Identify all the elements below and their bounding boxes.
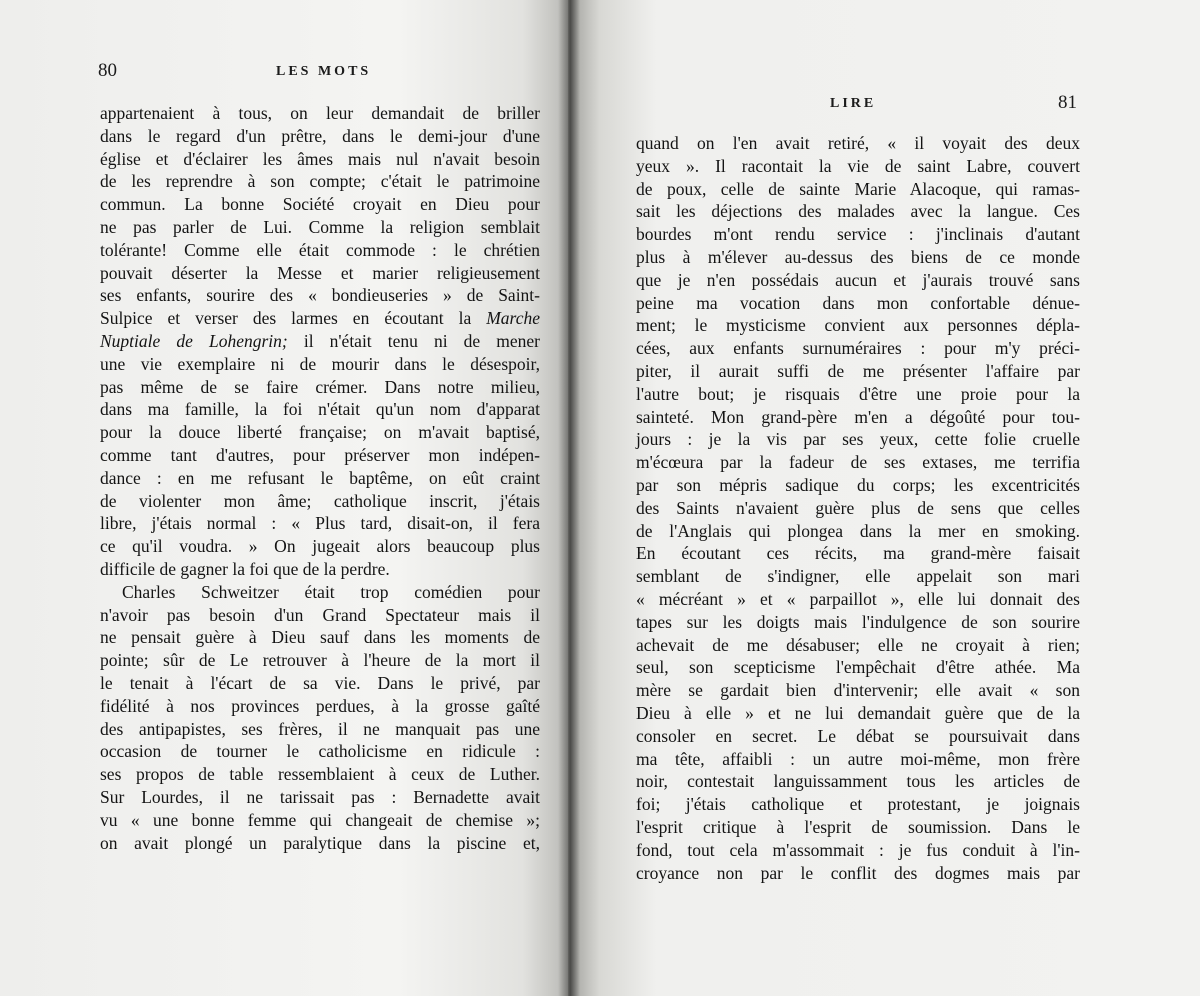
text-line [636,337,1080,360]
text-line [636,793,1080,816]
line-text: cées, aux enfants surnuméraires : pour m'y préci- [636,338,1080,359]
text-line [100,307,540,330]
left-running-head: LES MOTS [276,64,372,79]
text-line [636,360,1080,383]
text-line [100,604,540,627]
line-text: de violenter mon âme; catholique inscrit, j'étais [100,490,540,511]
text-line [636,634,1080,657]
line-text: n'avoir pas besoin d'un Grand Spectateur mais il [100,604,540,625]
line-text: Charles Schweitzer était trop comédien pour [122,581,540,602]
line-text: de l'Anglais qui plongea dans la mer en smoking. [636,520,1080,541]
text-line [636,520,1080,543]
line-text: pas même de se faire crémer. Dans notre milieu, [100,376,540,397]
line-text: l'esprit critique à l'esprit de soumission. Dans le [636,816,1080,837]
left-text-block [100,102,540,854]
line-text: tolérante! Comme elle était commode : le chrétien [100,239,540,260]
text-line [100,626,540,649]
text-line [100,330,540,353]
line-text: ma tête, affaibli : un autre moi-même, mon frère [636,748,1080,769]
line-text: comme tant d'autres, pour préserver mon indépen- [100,444,540,465]
line-text: foi; j'étais catholique et protestant, je joignais [636,794,1080,815]
line-text: occasion de tourner le catholicisme en ridicule : [100,741,540,762]
line-text: de les reprendre à son compte; c'était le patrimoine [100,171,540,192]
text-line [636,474,1080,497]
right-page [568,0,1200,996]
text-line [636,497,1080,520]
line-text: que je n'en possédais aucun et j'aurais trouvé sans [636,269,1080,290]
line-text: Dieu à elle » et ne lui demandait guère que de la [636,702,1080,723]
text-line [636,314,1080,337]
text-line [636,770,1080,793]
text-line [636,611,1080,634]
text-line [636,588,1080,611]
line-text: Sur Lourdes, il ne tarissait pas : Bernadette avait [100,786,540,807]
line-text: ses propos de table ressemblaient à ceux de Luther. [100,764,540,785]
text-line [100,262,540,285]
line-text: yeux ». Il racontait la vie de saint Labre, couvert [636,155,1080,176]
line-text: « mécréant » et « parpaillot », elle lui donnait des [636,588,1080,609]
text-line [636,839,1080,862]
line-text: mère se gardait bien d'intervenir; elle avait « son [636,680,1080,701]
line-text: achevait de me désabuser; elle ne croyait à rien; [636,634,1080,655]
text-line [100,581,540,604]
line-text: Sulpice et verser des larmes en écoutant la [100,308,472,329]
line-text: ne pensait guère à Dieu sauf dans les moments de [100,627,540,648]
text-line [636,816,1080,839]
line-text: appartenaient à tous, on leur demandait de briller [100,103,540,123]
text-line [100,353,540,376]
text-line [636,292,1080,315]
line-text: dans ma famille, la foi n'était qu'un nom d'apparat [100,399,540,420]
text-line [100,672,540,695]
text-line [636,451,1080,474]
italic-text: Nuptiale de Lohengrin; [100,330,288,351]
line-text: église et d'éclairer les âmes mais nul n'avait besoin [100,148,540,169]
line-text: il n'était tenu ni de mener [303,330,541,351]
text-line [636,178,1080,201]
right-page-number: 81 [1058,92,1077,113]
text-line [100,467,540,490]
line-text: piter, il aurait suffi de me présenter l'affaire par [636,360,1080,381]
text-line [636,132,1080,155]
line-text: bourdes m'ont rendu service : j'inclinais d'autant [636,224,1080,245]
line-text: difficile de gagner la foi que de la perdre. [100,558,390,579]
italic-text: Marche [486,308,540,329]
line-text: des Saints n'avaient guère plus de sens que celles [636,497,1080,518]
text-line [100,148,540,171]
text-line [636,406,1080,429]
text-line [636,565,1080,588]
text-line [636,155,1080,178]
text-line [100,421,540,444]
line-text: ses enfants, sourire des « bondieuseries » de Saint- [100,285,540,306]
text-line [100,490,540,513]
text-line [100,284,540,307]
text-line [636,725,1080,748]
text-line [100,695,540,718]
line-text: vu « une bonne femme qui changeait de chemise »; [100,809,540,830]
right-running-head: LIRE [830,96,877,111]
text-line [100,535,540,558]
line-text: ne pas parler de Lui. Comme la religion semblait [100,216,540,237]
line-text: dans le regard d'un prêtre, dans le demi-jour d'une [100,125,540,146]
line-text: noir, contestait languissamment tous les articles de [636,771,1080,792]
text-line [636,246,1080,269]
line-text: pointe; sûr de Le retrouver à l'heure de la mort il [100,650,540,671]
text-line [636,542,1080,565]
text-line [636,748,1080,771]
line-text: par son mépris sadique du corps; les excentricités [636,474,1080,495]
line-text: semblant de s'indigner, elle appelait son mari [636,566,1080,587]
line-text: libre, j'étais normal : « Plus tard, disait-on, il fera [100,513,540,534]
text-line [636,200,1080,223]
text-line [100,102,540,125]
text-line [100,512,540,535]
line-text: croyance non par le conflit des dogmes mais par [636,862,1080,883]
text-line [100,125,540,148]
text-line [636,269,1080,292]
text-line [636,428,1080,451]
text-line [100,740,540,763]
text-line [636,656,1080,679]
line-text: commun. La bonne Société croyait en Dieu pour [100,194,540,215]
line-text: on avait plongé un paralytique dans la piscine et, [100,832,540,853]
line-text: jours : je la vis par ses yeux, cette folie cruelle [636,429,1080,450]
text-line [636,702,1080,725]
line-text: consoler en secret. Le débat se poursuivait dans [636,725,1080,746]
line-text: sait les déjections des malades avec la langue. Ces [636,201,1080,222]
text-line [636,223,1080,246]
line-text: des antipapistes, ses frères, il ne manquait pas une [100,718,540,739]
line-text: ce qu'il voudra. » On jugeait alors beaucoup plus [100,536,540,557]
line-text: sainteté. Mon grand-père m'en a dégoûté pour tou- [636,406,1080,427]
text-line [100,239,540,262]
line-text: tapes sur les doigts mais l'indulgence de son sourire [636,611,1080,632]
text-line [636,862,1080,885]
line-text: quand on l'en avait retiré, « il voyait des deux [636,133,1080,153]
text-line [100,809,540,832]
line-text: En écoutant ces récits, ma grand-mère faisait [636,543,1080,564]
text-line [100,558,540,581]
text-line [100,376,540,399]
text-line [100,832,540,855]
line-text: fond, tout cela m'assommait : je fus conduit à l'in- [636,839,1080,860]
text-line [100,398,540,421]
line-text: de poux, celle de sainte Marie Alacoque, qui ramas- [636,178,1080,199]
left-page-number: 80 [98,60,117,81]
text-line [100,718,540,741]
text-line [100,649,540,672]
line-text: m'écœura par la fadeur de ses extases, me terrifia [636,452,1080,473]
line-text: dance : en me refusant le baptême, on eût craint [100,467,540,488]
line-text: plus à m'élever au-dessus des biens de ce monde [636,246,1080,267]
line-text: l'autre bout; je risquais d'être une proie pour la [636,383,1080,404]
line-text: pour la douce liberté française; on m'avait baptisé, [100,422,540,443]
line-text: le tenait à l'écart de sa vie. Dans le privé, par [100,672,540,693]
text-line [100,216,540,239]
line-text: peine ma vocation dans mon confortable dénue- [636,292,1080,313]
text-line [100,786,540,809]
line-text: une vie exemplaire ni de mourir dans le désespoir, [100,353,540,374]
text-line [100,763,540,786]
line-text: seul, son scepticisme l'empêchait d'être athée. Ma [636,657,1080,678]
text-line [636,383,1080,406]
text-line [100,170,540,193]
text-line [636,679,1080,702]
text-line [100,193,540,216]
line-text: fidélité à nos provinces perdues, à la grosse gaîté [100,695,540,716]
right-text-block [636,132,1080,884]
line-text: ment; le mysticisme convient aux personnes dépla- [636,315,1080,336]
left-page [0,0,568,996]
text-line [100,444,540,467]
line-text: pouvait déserter la Messe et marier religieusement [100,262,540,283]
